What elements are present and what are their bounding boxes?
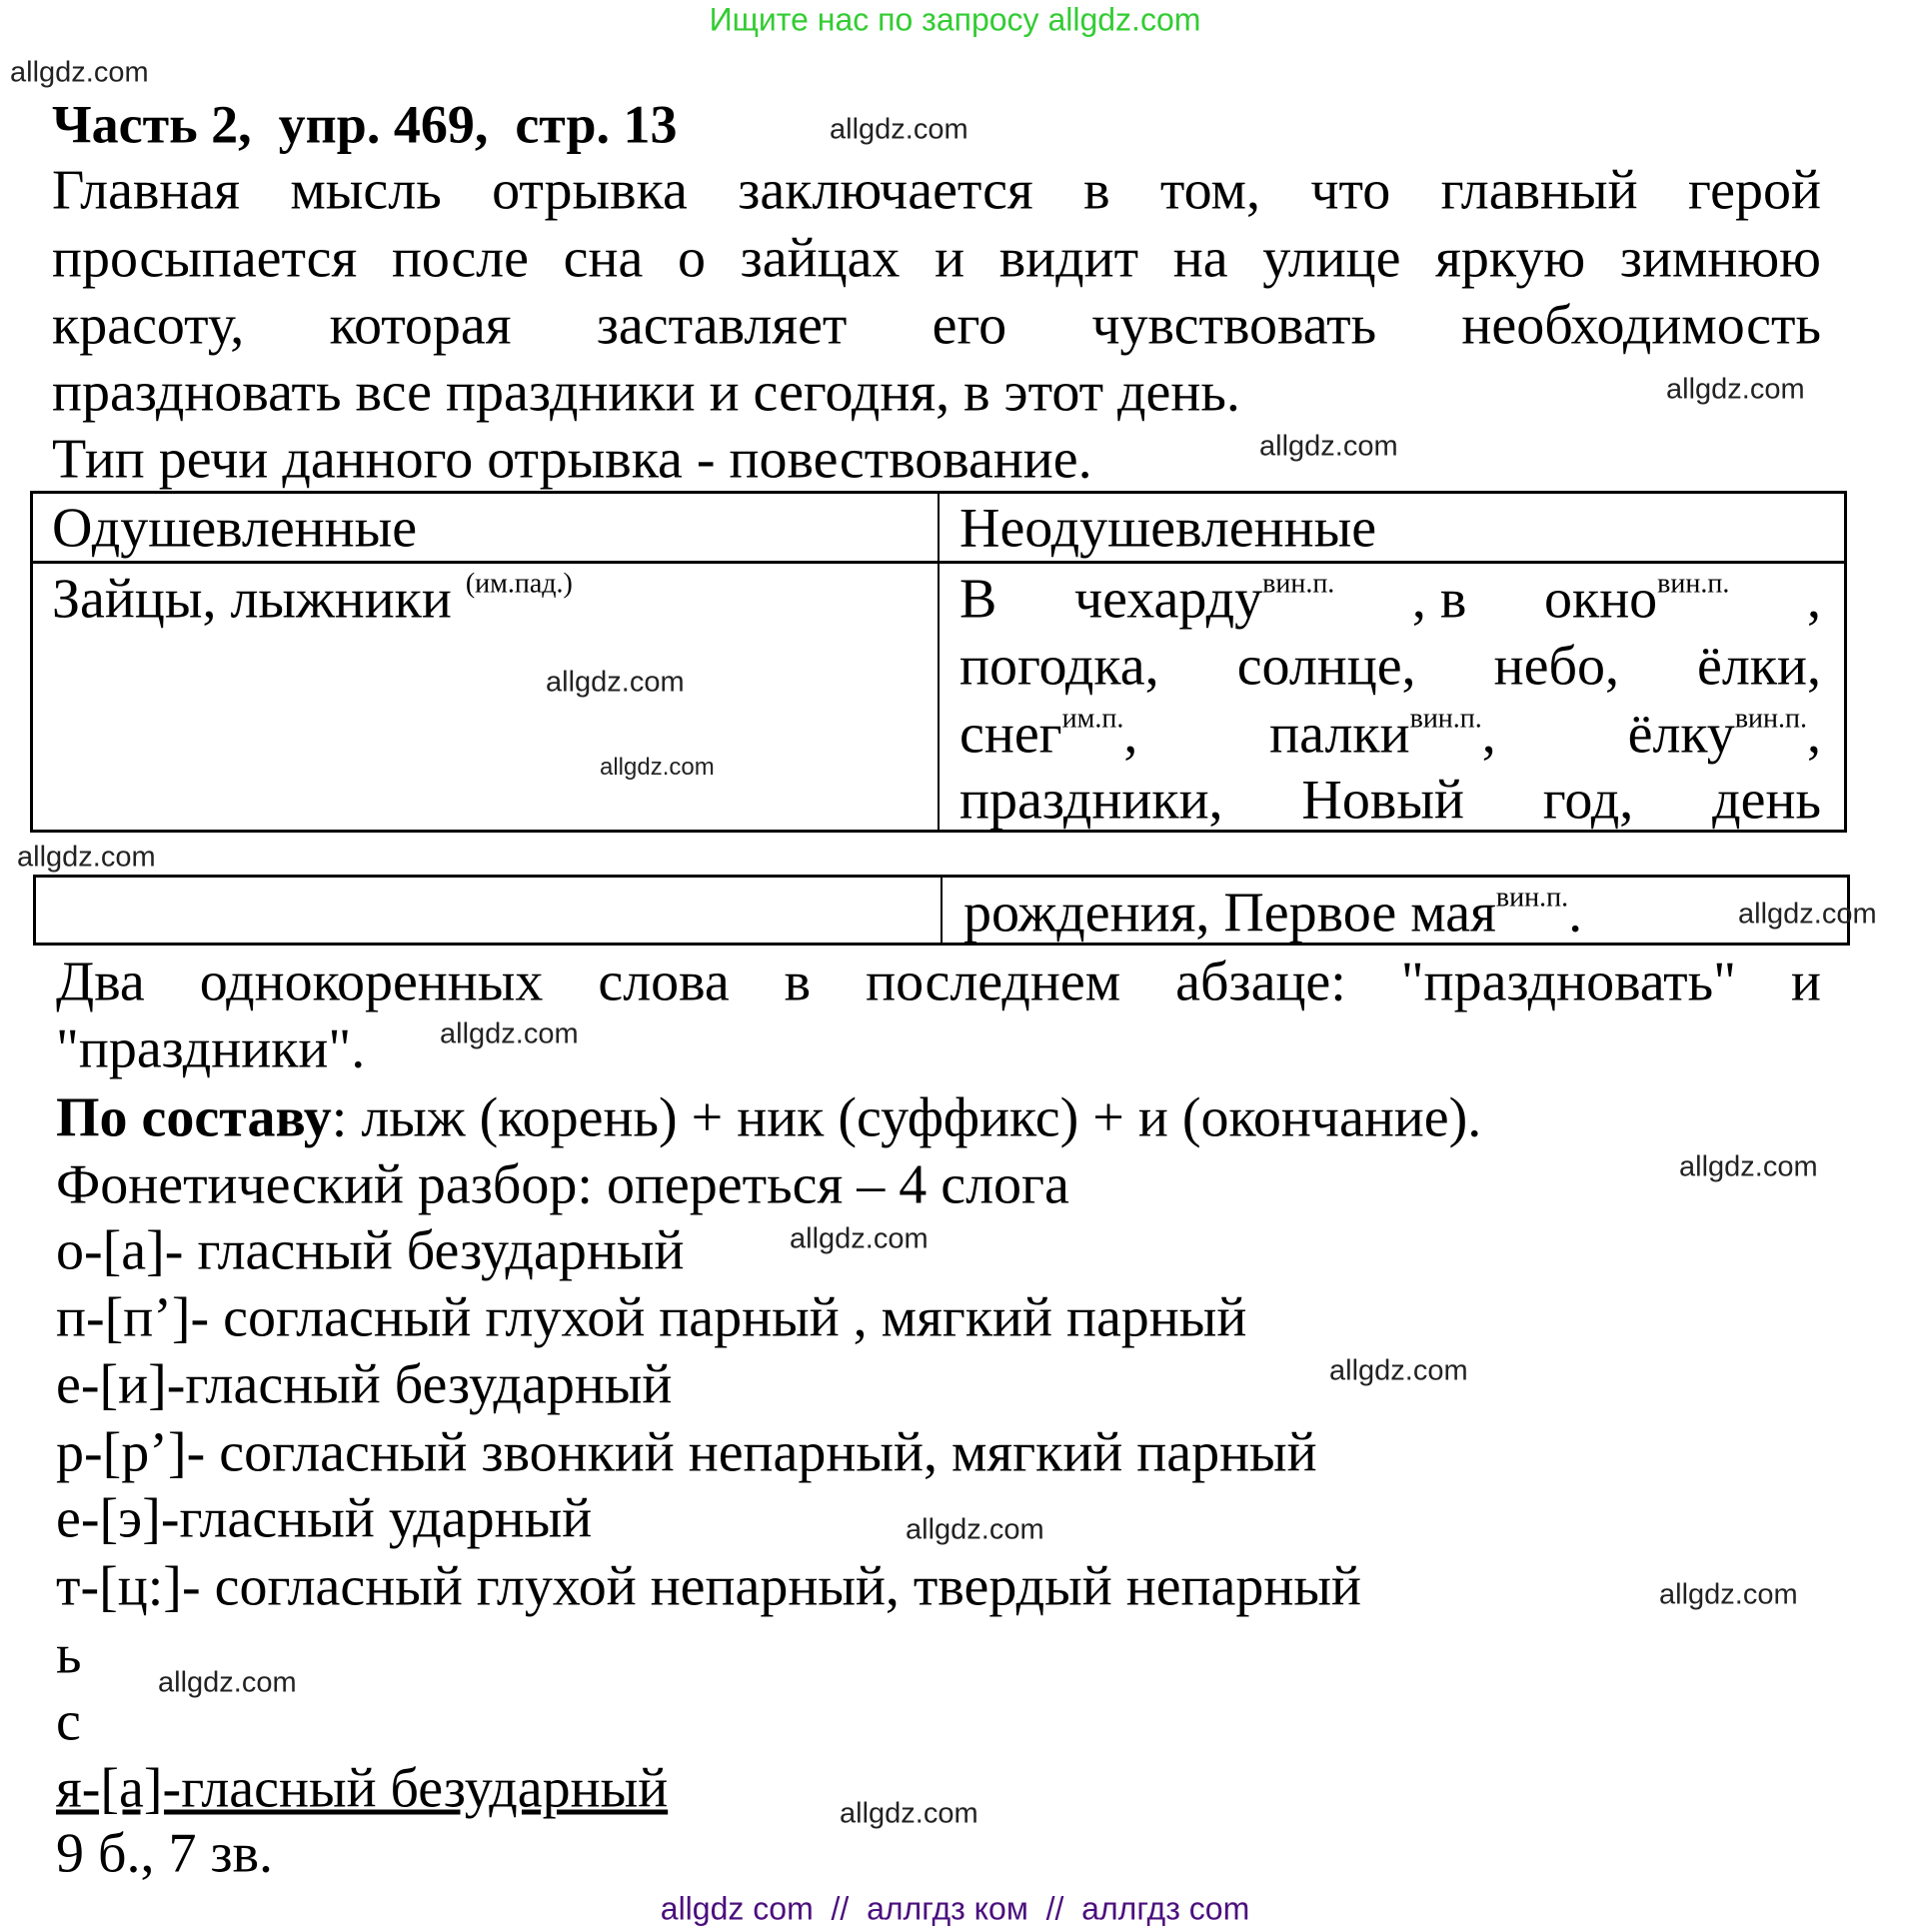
word: снег: [959, 703, 1062, 766]
word: В: [959, 568, 997, 631]
period: .: [1568, 882, 1583, 945]
case-note: вин.п.: [1657, 568, 1730, 600]
paragraph-line: Главная мысль отрывка заключается в том, что главный герой: [52, 159, 1821, 222]
inanimate-line: [963, 881, 1582, 948]
case-note: вин.п.: [1409, 703, 1482, 735]
animate-cell: [52, 567, 573, 634]
phonetic-line: т-[ц:]- согласный глухой непарный, твердый непарный: [56, 1555, 1361, 1618]
case-note: вин.п.: [1495, 882, 1569, 914]
watermark: allgdz.com: [906, 1513, 1044, 1546]
watermark: allgdz.com: [1679, 1150, 1818, 1183]
animate-words: Зайцы, лыжники: [52, 568, 452, 631]
footer-links[interactable]: allgdz com // аллгдз ком // аллгдз com: [660, 1890, 1250, 1927]
word: ёлку: [1627, 703, 1735, 766]
watermark: allgdz.com: [17, 841, 156, 874]
watermark: allgdz.com: [840, 1797, 978, 1830]
paragraph-line: красоту, которая заставляет его чувствовать необходимость: [52, 294, 1821, 357]
watermark: allgdz.com: [546, 666, 685, 699]
word: , в: [1411, 568, 1467, 631]
watermark: allgdz.com: [1666, 373, 1805, 406]
column-divider: [938, 494, 940, 830]
composition-text: : лыж (корень) + ник (суффикс) + и (окончание).: [331, 1086, 1482, 1149]
comma: ,: [1807, 703, 1821, 766]
watermark: allgdz.com: [10, 56, 149, 89]
watermark: allgdz.com: [1738, 898, 1877, 931]
phonetic-line: о-[а]- гласный безударный: [56, 1219, 685, 1282]
cognates-line: "праздники".: [56, 1017, 366, 1080]
cognates-line: Два однокоренных слова в последнем абзаце: "праздновать" и: [56, 951, 1821, 1013]
phonetic-line: п-[п’]- согласный глухой парный , мягкий парный: [56, 1286, 1247, 1349]
phonetic-line: ь: [56, 1623, 82, 1686]
word: палки: [1269, 703, 1410, 766]
comma: ,: [1481, 703, 1496, 766]
inanimate-line: праздники, Новый год, день: [959, 769, 1821, 832]
composition-label: По составу: [56, 1086, 332, 1149]
header-animate: Одушевленные: [52, 497, 418, 560]
watermark: allgdz.com: [1259, 430, 1398, 463]
watermark: allgdz.com: [1329, 1354, 1468, 1387]
watermark: allgdz.com: [790, 1222, 929, 1255]
inanimate-line: погодка, солнце, небо, ёлки,: [959, 635, 1821, 698]
watermark: allgdz.com: [440, 1017, 579, 1050]
exercise-title: Часть 2, упр. 469, стр. 13: [52, 94, 678, 155]
watermark: allgdz.com: [830, 113, 968, 146]
composition: [56, 1085, 1481, 1152]
phonetic-summary: 9 б., 7 зв.: [56, 1822, 274, 1885]
word: чехарду: [1073, 568, 1263, 631]
header-inanimate: Неодушевленные: [959, 497, 1377, 560]
watermark: allgdz.com: [158, 1666, 297, 1699]
comma: ,: [1123, 703, 1138, 766]
phonetic-line: е-[э]-гласный ударный: [56, 1487, 593, 1550]
case-note: (им.пад.): [465, 568, 573, 600]
case-note: вин.п.: [1734, 703, 1807, 735]
speech-type: Тип речи данного отрывка - повествование.: [52, 428, 1092, 491]
phonetic-line: я-[а]-гласный безударный: [56, 1757, 669, 1820]
word: ,: [1806, 568, 1821, 631]
word: окно: [1543, 568, 1658, 631]
watermark: allgdz.com: [1659, 1578, 1798, 1611]
phonetic-line: Фонетический разбор: опереться – 4 слога: [56, 1153, 1069, 1216]
case-note: вин.п.: [1262, 568, 1335, 600]
phonetic-line: с: [56, 1690, 81, 1753]
phonetic-line: р-[р’]- согласный звонкий непарный, мягкий парный: [56, 1421, 1317, 1484]
word: рождения, Первое мая: [963, 882, 1496, 945]
watermark: allgdz.com: [600, 754, 715, 781]
column-divider: [941, 878, 943, 943]
phonetic-line: е-[и]-гласный безударный: [56, 1353, 673, 1416]
paragraph-line: просыпается после сна о зайцах и видит на улице яркую зимнюю: [52, 227, 1821, 290]
inanimate-line: [959, 567, 1821, 634]
case-note: им.п.: [1061, 703, 1124, 735]
paragraph-line: праздновать все праздники и сегодня, в этот день.: [52, 361, 1240, 424]
inanimate-line: [959, 702, 1821, 769]
search-banner[interactable]: Ищите нас по запросу allgdz.com: [709, 1, 1201, 38]
